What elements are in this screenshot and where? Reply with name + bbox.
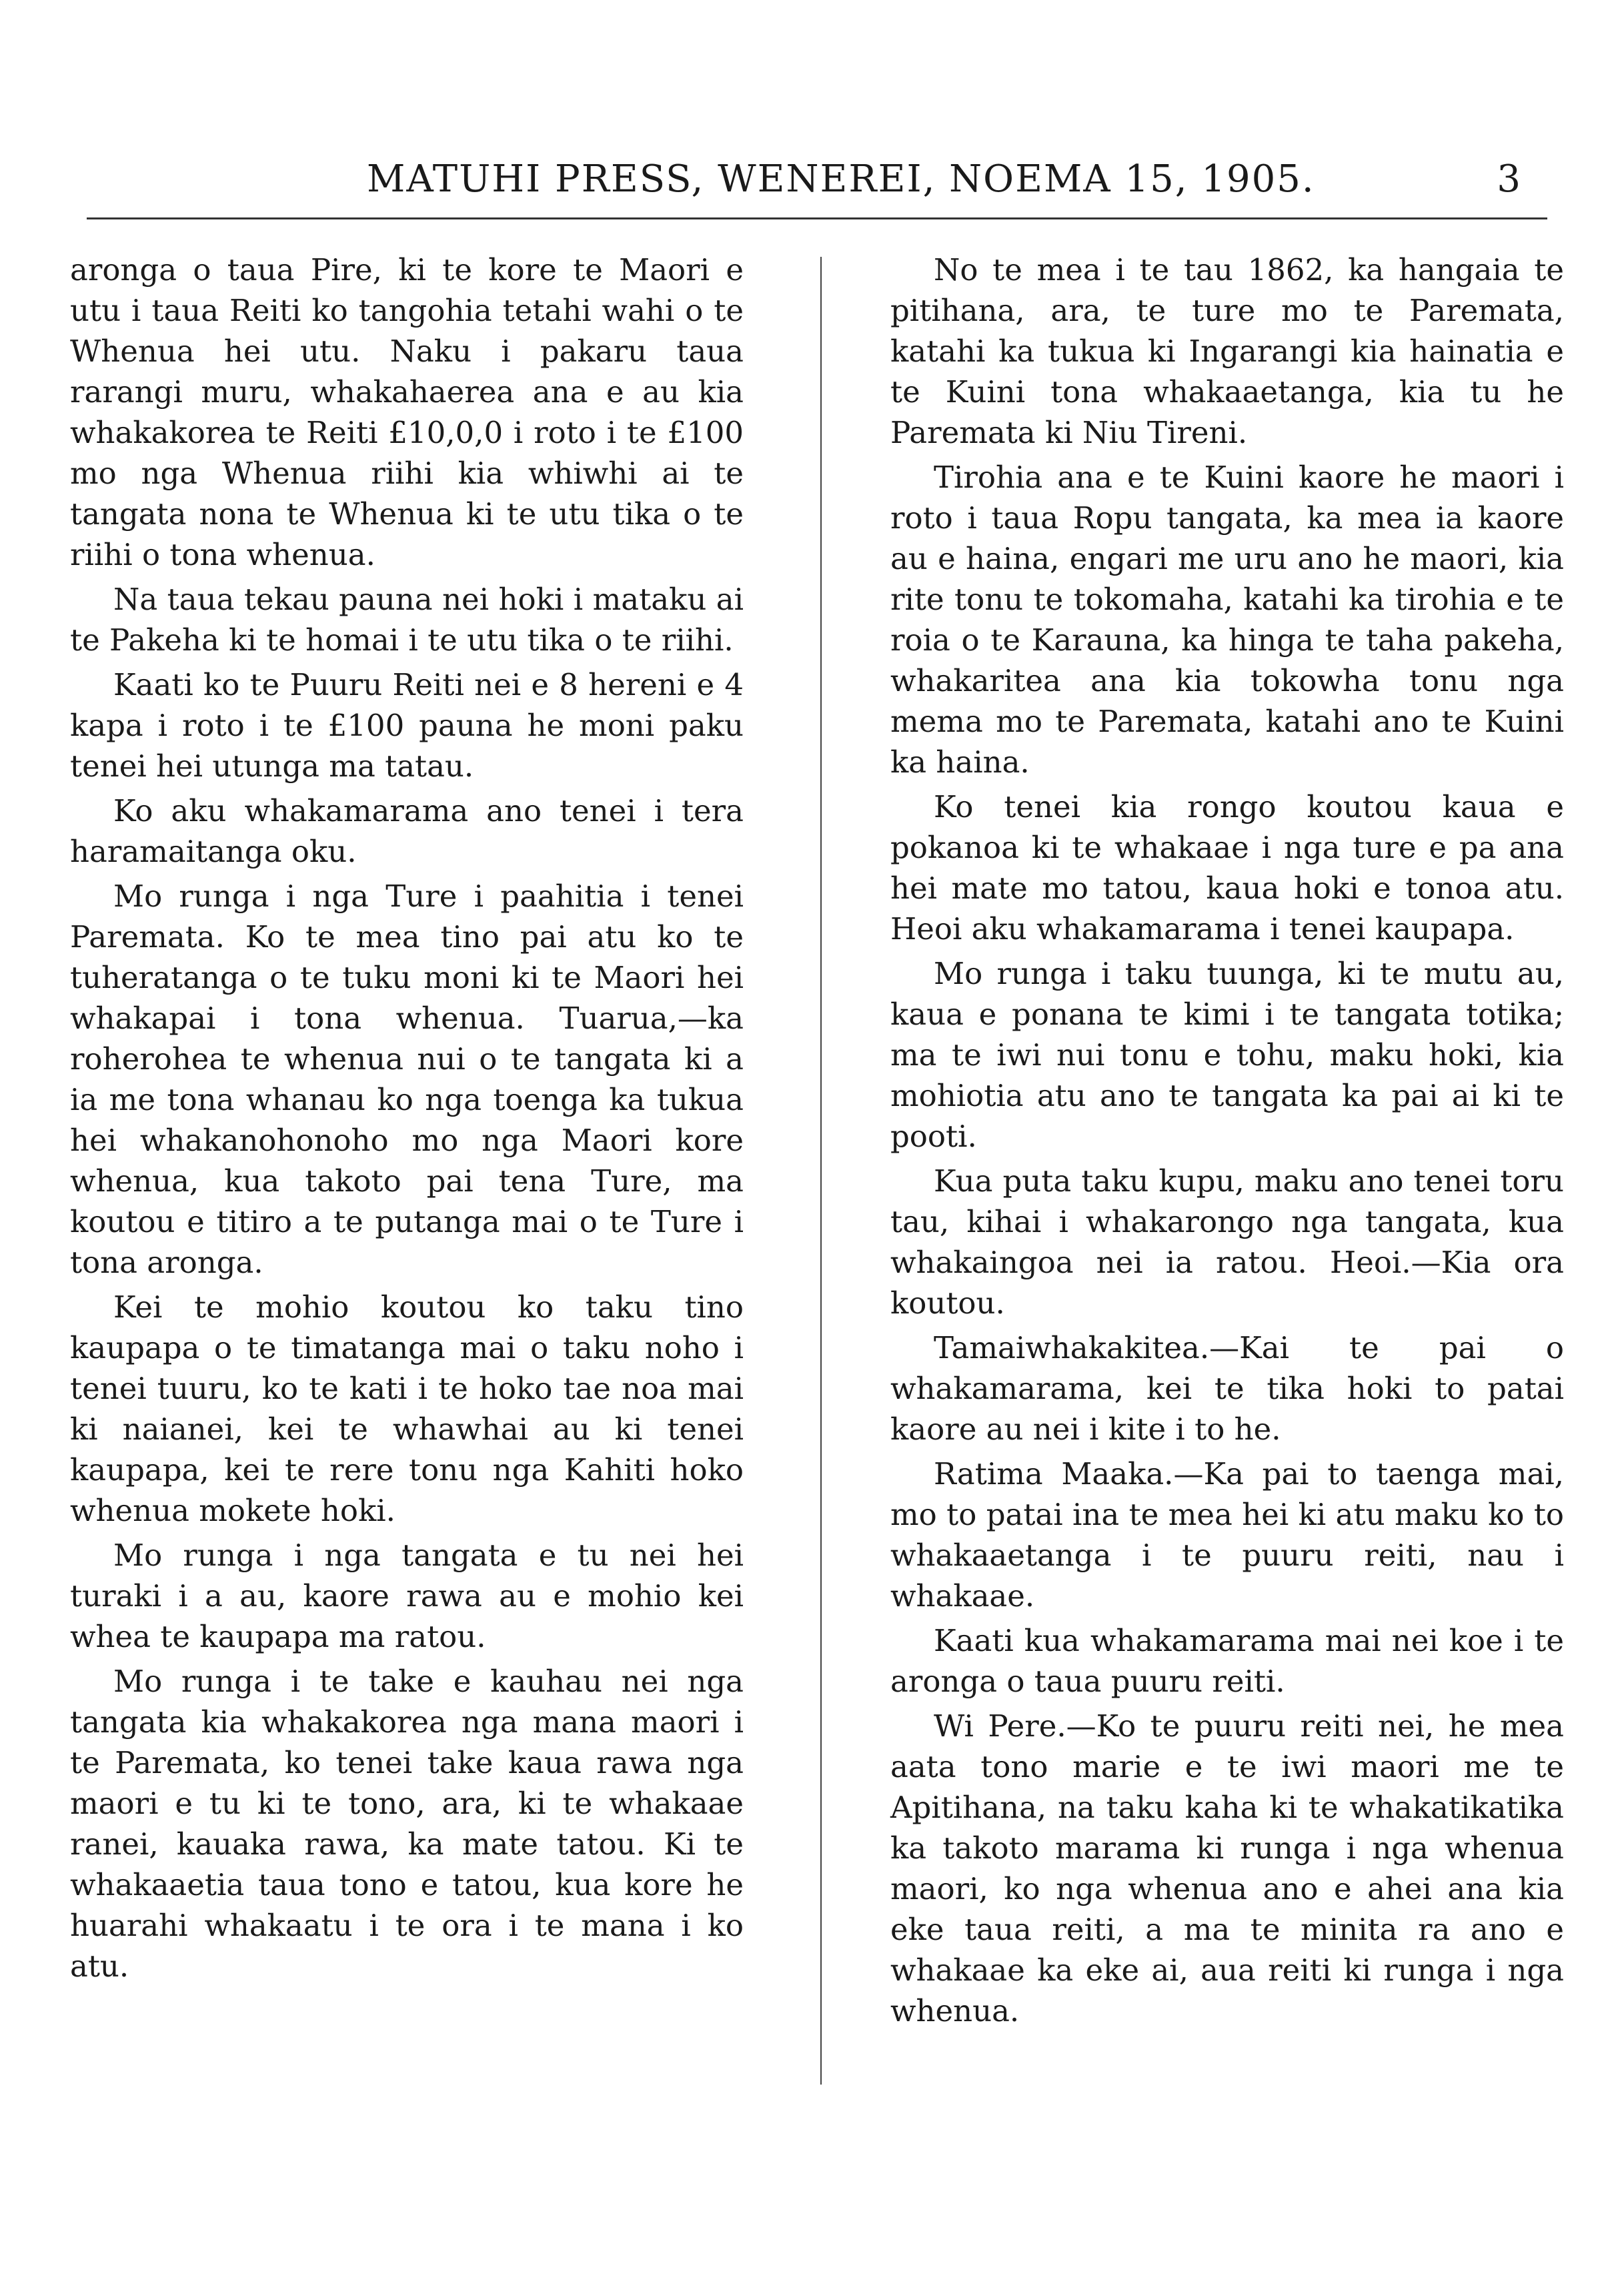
paragraph: Ko tenei kia rongo koutou kaua e pokanoa ki te whakaae i nga ture e pa ana hei mate mo tatou, kaua hoki e tonoa atu. Heoi aku whakamarama i tenei kaupapa. — [890, 789, 1564, 947]
paragraph: Kua puta taku kupu, maku ano tenei toru tau, kihai i whakarongo nga tangata, kua whakaingoa nei ia ratou. Heoi.—Kia ora koutou. — [890, 1163, 1564, 1321]
paragraph: No te mea i te tau 1862, ka hangaia te pitihana, ara, te ture mo te Paremata, katahi ka tukua ki Ingarangi kia hainatia e te Kuini tona whakaaetanga, kia tu he Paremata ki Niu Tireni. — [890, 252, 1564, 450]
paragraph: Wi Pere.—Ko te puuru reiti nei, he mea aata tono marie e te iwi maori me te Apitihana, na taku kaha ki te whakatikatika ka takoto marama ki runga i nga whenua maori, ko nga whenua ano e ahei ana kia eke taua reiti, a ma te minita ra ano e whakaae ka eke ai, aua reiti ki runga i nga whenua. — [890, 1708, 1564, 2029]
left-column — [70, 249, 744, 1991]
page-header — [87, 157, 1547, 217]
paragraph: Mo runga i nga Ture i paahitia i tenei Paremata. Ko te mea tino pai atu ko te tuheratanga o te tuku moni ki te Maori hei whakapai i tona whenua. Tuarua,—ka roherohea te whenua nui o te tangata ki a ia me tona whanau ko nga toenga ka tukua hei whakanohonoho mo nga Maori kore whenua, kua takoto pai tena Ture, ma koutou e titiro a te putanga mai o te Ture i tona aronga. — [70, 879, 744, 1280]
paragraph: Kaati ko te Puuru Reiti nei e 8 hereni e 4 kapa i roto i te £100 pauna he moni paku tenei hei utunga ma tatau. — [70, 667, 744, 784]
newspaper-masthead: MATUHI PRESS, WENEREI, NOEMA 15, 1905. — [367, 157, 1315, 201]
paragraph: Mo runga i nga tangata e tu nei hei turaki i a au, kaore rawa au e mohio kei whea te kaupapa ma ratou. — [70, 1538, 744, 1654]
paragraph: Kei te mohio koutou ko taku tino kaupapa o te timatanga mai o taku noho i tenei tuuru, ko te kati i te hoko tae noa mai ki naianei, kei te whawhai au ki tenei kaupapa, kei te rere tonu nga Kahiti hoko whenua mokete hoki. — [70, 1289, 744, 1528]
paragraph: aronga o taua Pire, ki te kore te Maori e utu i taua Reiti ko tangohia tetahi wahi o te Whenua hei utu. Naku i pakaru taua rarangi muru, whakahaerea ana e au kia whakakorea te Reiti £10,0,0 i roto i te £100 mo nga Whenua riihi kia whiwhi ai te tangata nona te Whenua ki te utu tika o te riihi o tona whenua. — [70, 252, 744, 572]
paragraph: Ratima Maaka.—Ka pai to taenga mai, mo to patai ina te mea hei ki atu maku ko to whakaaetanga i te puuru reiti, nau i whakaae. — [890, 1456, 1564, 1614]
paragraph: Na taua tekau pauna nei hoki i mataku ai te Pakeha ki te homai i te utu tika o te riihi. — [70, 582, 744, 658]
header-divider — [87, 217, 1547, 219]
paragraph: Tirohia ana e te Kuini kaore he maori i roto i taua Ropu tangata, ka mea ia kaore au e haina, engari me uru ano he maori, kia rite tonu te tokomaha, katahi ka tirohia e te roia o te Karauna, ka hinga te taha pakeha, whakaritea ana kia tokowha tonu nga mema mo te Paremata, katahi ano te Kuini ka haina. — [890, 460, 1564, 780]
page-number: 3 — [1497, 157, 1521, 201]
paragraph: Kaati kua whakamarama mai nei koe i te aronga o taua puuru reiti. — [890, 1623, 1564, 1699]
paragraph: Tamaiwhakakitea.—Kai te pai o whakamarama, kei te tika hoki to patai kaore au nei i kite i to he. — [890, 1330, 1564, 1447]
column-divider — [820, 257, 822, 2085]
paragraph: Mo runga i te take e kauhau nei nga tangata kia whakakorea nga mana maori i te Paremata, ko tenei take kaua rawa nga maori e tu ki te tono, ara, ki te whakaae ranei, kauaka rawa, ka mate tatou. Ki te whakaaetia taua tono e tatou, kua kore he huarahi whakaatu i te ora i te mana i ko atu. — [70, 1664, 744, 1984]
paragraph: Ko aku whakamarama ano tenei i tera haramaitanga oku. — [70, 793, 744, 869]
paragraph: Mo runga i taku tuunga, ki te mutu au, kaua e ponana te kimi i te tangata totika; ma te iwi nui tonu e tohu, maku hoki, kia mohiotia atu ano te tangata ka pai ai ki te pooti. — [890, 956, 1564, 1154]
right-column — [890, 249, 1564, 2035]
